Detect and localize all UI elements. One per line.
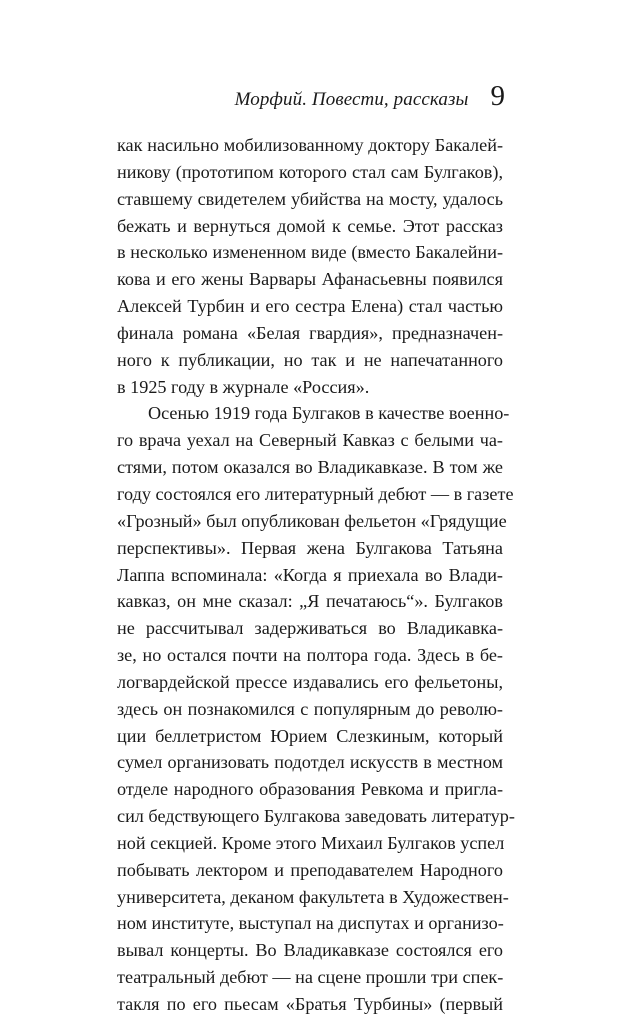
- page-number: 9: [490, 80, 505, 112]
- text-line: бежать и вернуться домой к семье. Этот рассказ: [117, 215, 503, 236]
- text-line: ного к публикации, но так и не напечатанного: [117, 349, 503, 370]
- text-line: в несколько измененном виде (вместо Бакалейни-: [117, 242, 503, 263]
- text-line: Лаппа вспоминала: «Когда я приехала во Влади-: [117, 564, 503, 585]
- text-line: сумел организовать подотдел искусств в местном: [117, 752, 503, 773]
- paragraph: [117, 400, 515, 1017]
- text-line: вывал концерты. Во Владикавказе состоялся его: [117, 940, 503, 961]
- text-line: году состоялся его литературный дебют — в газете: [117, 483, 514, 504]
- paragraph-continuation: [117, 132, 503, 400]
- text-line: в 1925 году в журнале «Россия».: [117, 376, 370, 397]
- book-title: Морфий. Повести, рассказы: [234, 89, 469, 110]
- text-line: как насильно мобилизованному доктору Бакалей-: [117, 135, 503, 155]
- text-line: ции беллетристом Юрием Слезкиным, который: [117, 725, 503, 746]
- text-line: стями, потом оказался во Владикавказе. В том же: [117, 457, 503, 478]
- text-line: ставшему свидетелем убийства на мосту, удалось: [117, 188, 503, 209]
- text-line: кова и его жены Варвары Афанасьевны появился: [117, 269, 503, 290]
- text-line: побывать лектором и преподавателем Народного: [117, 859, 503, 880]
- text-line: отделе народного образования Ревкома и пригла-: [117, 779, 503, 800]
- text-line: Осенью 1919 года Булгаков в качестве военно-: [148, 403, 510, 424]
- text-line: логвардейской прессе издавались его фельетоны,: [117, 671, 503, 692]
- text-line: никову (прототипом которого стал сам Булгаков),: [117, 161, 503, 182]
- text-line: зе, но остался почти на полтора года. Здесь в бе-: [117, 645, 503, 666]
- text-line: сил бедствующего Булгакова заведовать литератур-: [117, 806, 515, 827]
- text-line: ном институте, выступал на диспутах и организо-: [117, 913, 504, 934]
- text-line: «Грозный» был опубликован фельетон «Грядущие: [117, 510, 507, 531]
- text-line: театральный дебют — на сцене прошли три спек-: [117, 967, 504, 988]
- running-head: [235, 82, 505, 111]
- text-line: ной секцией. Кроме этого Михаил Булгаков успел: [117, 832, 505, 853]
- text-line: перспективы». Первая жена Булгакова Татьяна: [117, 537, 503, 558]
- text-line: кавказ, он мне сказал: „Я печатаюсь“». Булгаков: [117, 591, 503, 612]
- text-line: финала романа «Белая гвардия», предназначен-: [117, 322, 503, 343]
- text-block: [117, 132, 515, 1018]
- text-line: такля по его пьесам «Братья Турбины» (первый: [117, 994, 503, 1014]
- text-line: не рассчитывал задерживаться во Владикавка-: [117, 618, 503, 639]
- text-line: здесь он познакомился с популярным до револю-: [117, 698, 503, 719]
- text-line: го врача уехал на Северный Кавказ с белыми ча-: [117, 430, 503, 451]
- text-line: университета, деканом факультета в Художествен-: [117, 886, 509, 907]
- text-line: Алексей Турбин и его сестра Елена) стал частью: [117, 296, 503, 317]
